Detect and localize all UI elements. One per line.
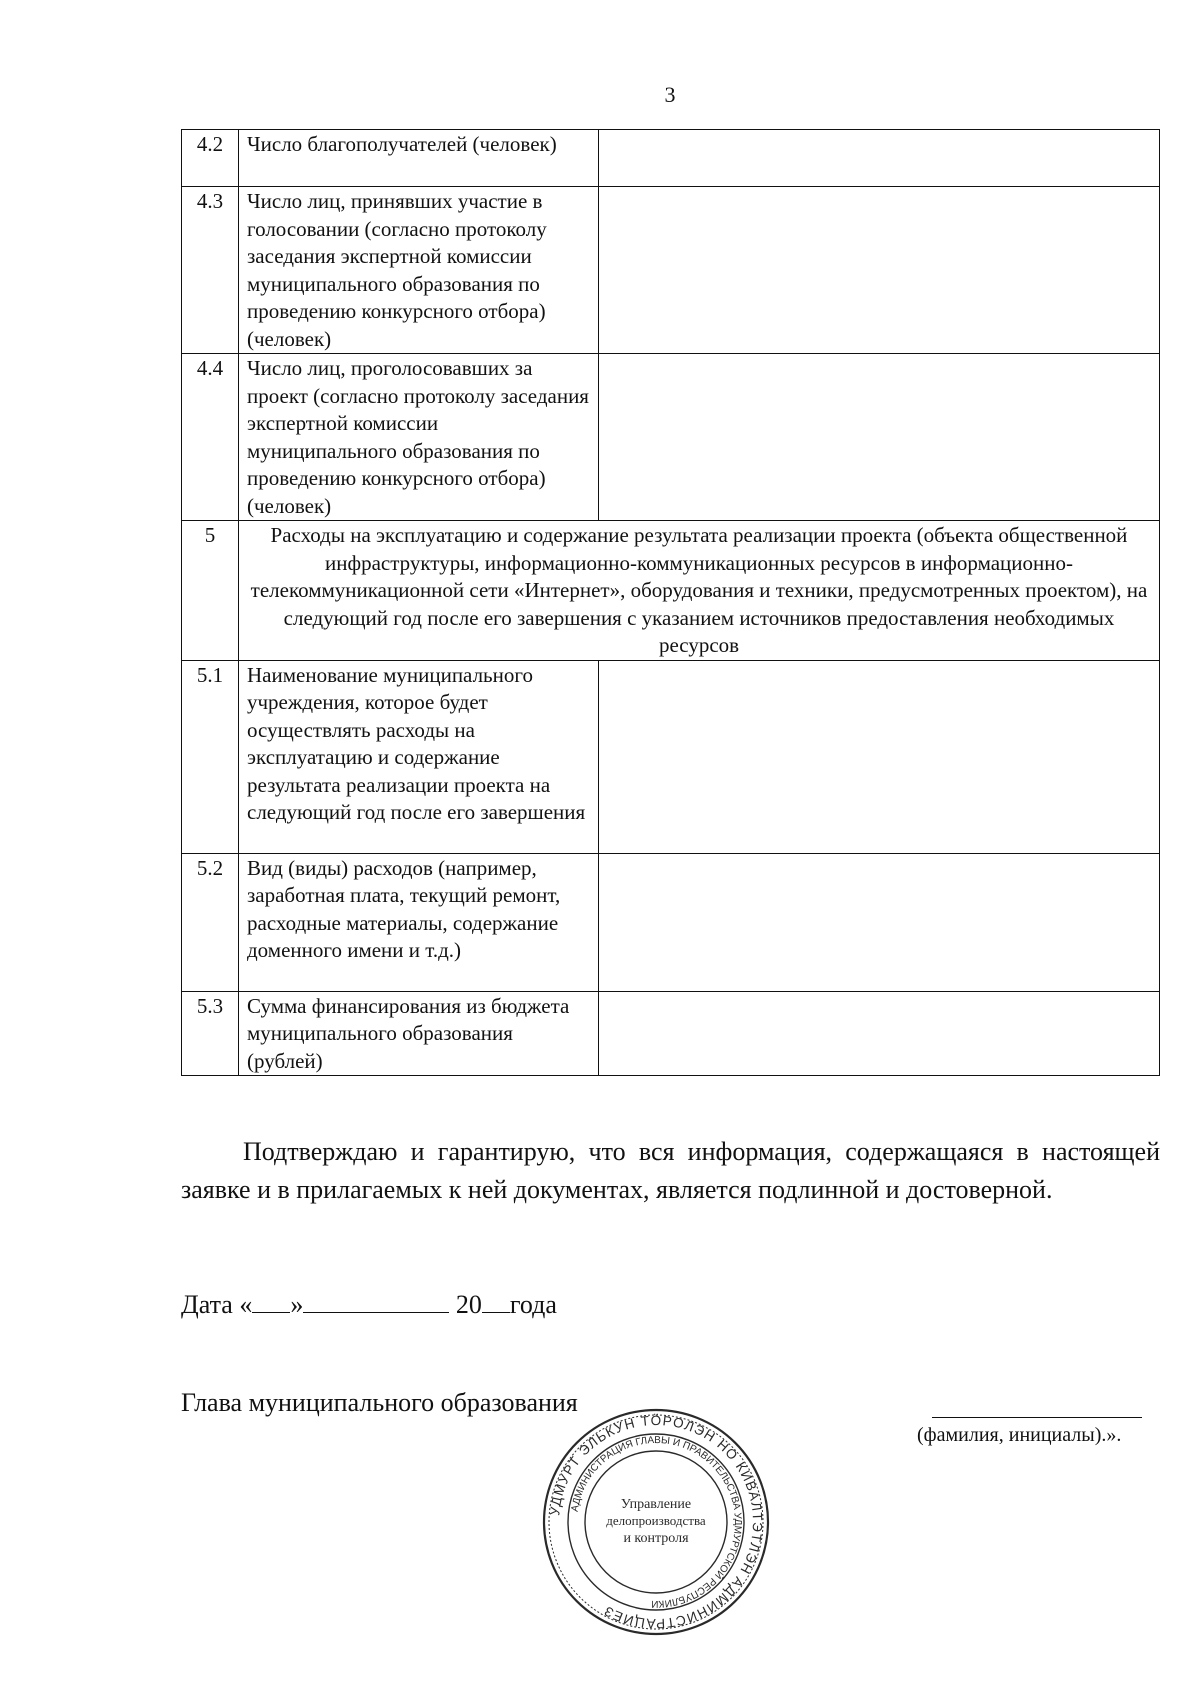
table-row [182,991,1160,1076]
row-label: Число лиц, принявших участие в голосовании (согласно протоколу заседания экспертной комиссии муниципального образования по проведению конкурсного отбора) (человек) [239,187,599,354]
seal-center-line1: Управление [620,1497,692,1512]
table-row [182,660,1160,853]
signature-line[interactable] [932,1417,1142,1418]
table-row [182,853,1160,991]
row-label: Вид (виды) расходов (например, заработная плата, текущий ремонт, расходные материалы, содержание доменного имени и т.д.) [239,853,599,991]
seal-center-line3: и контроля [623,1531,689,1546]
table-row [182,187,1160,354]
table-row-section [182,521,1160,661]
row-value[interactable] [599,187,1160,354]
application-table [181,129,1160,1076]
row-number: 5.1 [182,660,239,853]
year-blank[interactable] [482,1290,510,1313]
row-label: Наименование муниципального учреждения, которое будет осуществлять расходы на эксплуатацию и содержание результата реализации проекта на следующий год после его завершения [239,660,599,853]
confirmation-paragraph: Подтверждаю и гарантирую, что вся информация, содержащаяся в настоящей заявке и в прилагаемых к ней документах, является подлинной и достоверной. [181,1137,1160,1204]
signer-title: Глава муниципального образования [181,1388,578,1417]
seal-middle-text: АДМИНИСТРАЦИЯ ГЛАВЫ И ПРАВИТЕЛЬСТВА УДМУРТСКОЙ РЕСПУБЛИКИ [569,1434,744,1610]
row-number: 5.3 [182,991,239,1076]
month-blank[interactable] [303,1290,449,1313]
row-label: Число лиц, проголосовавших за проект (согласно протоколу заседания экспертной комиссии муниципального образования по проведению конкурсного отбора) (человек) [239,354,599,521]
row-number: 4.3 [182,187,239,354]
row-value[interactable] [599,660,1160,853]
official-seal-icon [538,1404,774,1640]
row-value[interactable] [599,130,1160,187]
day-blank[interactable] [252,1290,290,1313]
row-number: 5 [182,521,239,661]
row-value[interactable] [599,853,1160,991]
row-number: 4.2 [182,130,239,187]
row-label: Сумма финансирования из бюджета муниципального образования (рублей) [239,991,599,1076]
table-row [182,130,1160,187]
page-number: 3 [664,82,676,107]
row-value[interactable] [599,991,1160,1076]
date-suffix: года [509,1290,557,1319]
section-heading: Расходы на эксплуатацию и содержание результата реализации проекта (объекта общественной инфраструктуры, информационно-коммуникационных ресурсов в информационно-телекоммуникационной сети «Интернет», оборудования и техники, предусмотренных проектом), на следующий год после его завершения с указанием источников предоставления необходимых ресурсов [239,521,1160,661]
date-prefix: Дата « [181,1290,253,1319]
row-number: 5.2 [182,853,239,991]
year-prefix: 20 [455,1290,482,1319]
seal-center-line2: делопроизводства [606,1513,706,1528]
table-row [182,354,1160,521]
row-label: Число благополучателей (человек) [239,130,599,187]
row-value[interactable] [599,354,1160,521]
signature-caption: (фамилия, инициалы).». [917,1424,1122,1446]
row-number: 4.4 [182,354,239,521]
date-line [181,1290,557,1320]
seal-outer-text: УДМУРТ ЭЛЬКУН ТӦРОЛЭН НО КИВАЛТЭТЛЭН АДМИНИСТРАЦИЕЗ [547,1412,766,1632]
date-mid: » [290,1290,304,1319]
